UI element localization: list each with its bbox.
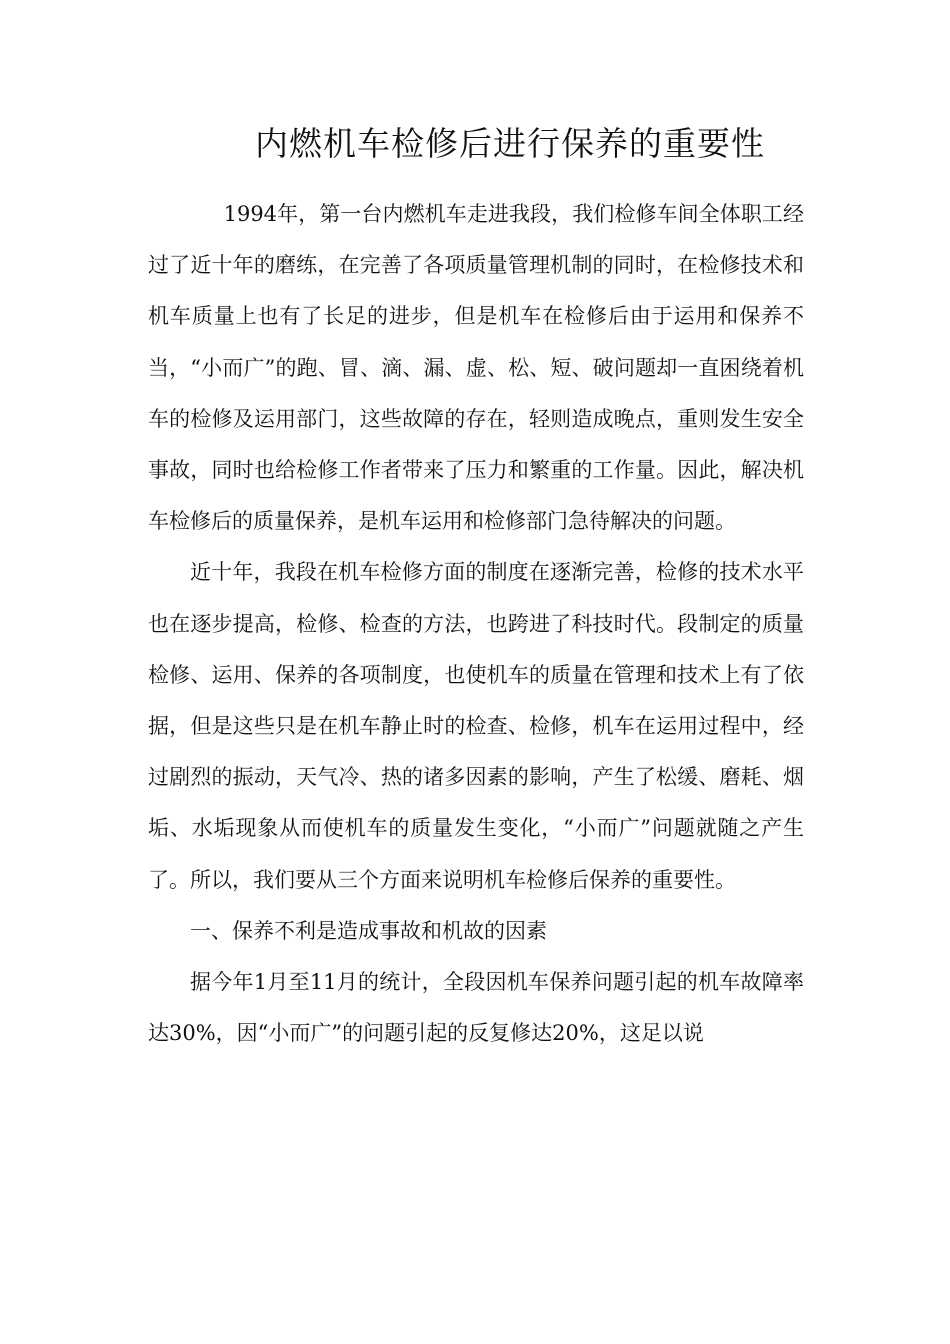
document-body bbox=[148, 189, 804, 1059]
section-heading-1: 一、保养不利是造成事故和机故的因素 bbox=[190, 918, 547, 943]
paragraph-3: 据今年1月至11月的统计，全段因机车保养问题引起的机车故障率达30%，因“小而广”的问题引起的反复修达20%，这足以说 bbox=[148, 970, 804, 1046]
paragraph-2: 近十年，我段在机车检修方面的制度在逐渐完善，检修的技术水平也在逐步提高，检修、检查的方法，也跨进了科技时代。段制定的质量检修、运用、保养的各项制度，也使机车的质量在管理和技术上有了依据，但是这些只是在机车静止时的检查、检修，机车在运用过程中，经过剧烈的振动，天气冷、热的诸多因素的影响，产生了松缓、磨耗、烟垢、水垢现象从而使机车的质量发生变化，“小而广”问题就随之产生了。所以，我们要从三个方面来说明机车检修后保养的重要性。 bbox=[148, 560, 804, 892]
paragraph-1: 1994年，第一台内燃机车走进我段，我们检修车间全体职工经过了近十年的磨练，在完善了各项质量管理机制的同时，在检修技术和机车质量上也有了长足的进步，但是机车在检修后由于运用和保养不当，“小而广”的跑、冒、滴、漏、虚、松、短、破问题却一直困绕着机车的检修及运用部门，这些故障的存在，轻则造成晚点，重则发生安全事故，同时也给检修工作者带来了压力和繁重的工作量。因此，解决机车检修后的质量保养，是机车运用和检修部门急待解决的问题。 bbox=[148, 202, 804, 534]
document-title: 内燃机车检修后进行保养的重要性 bbox=[255, 124, 765, 163]
